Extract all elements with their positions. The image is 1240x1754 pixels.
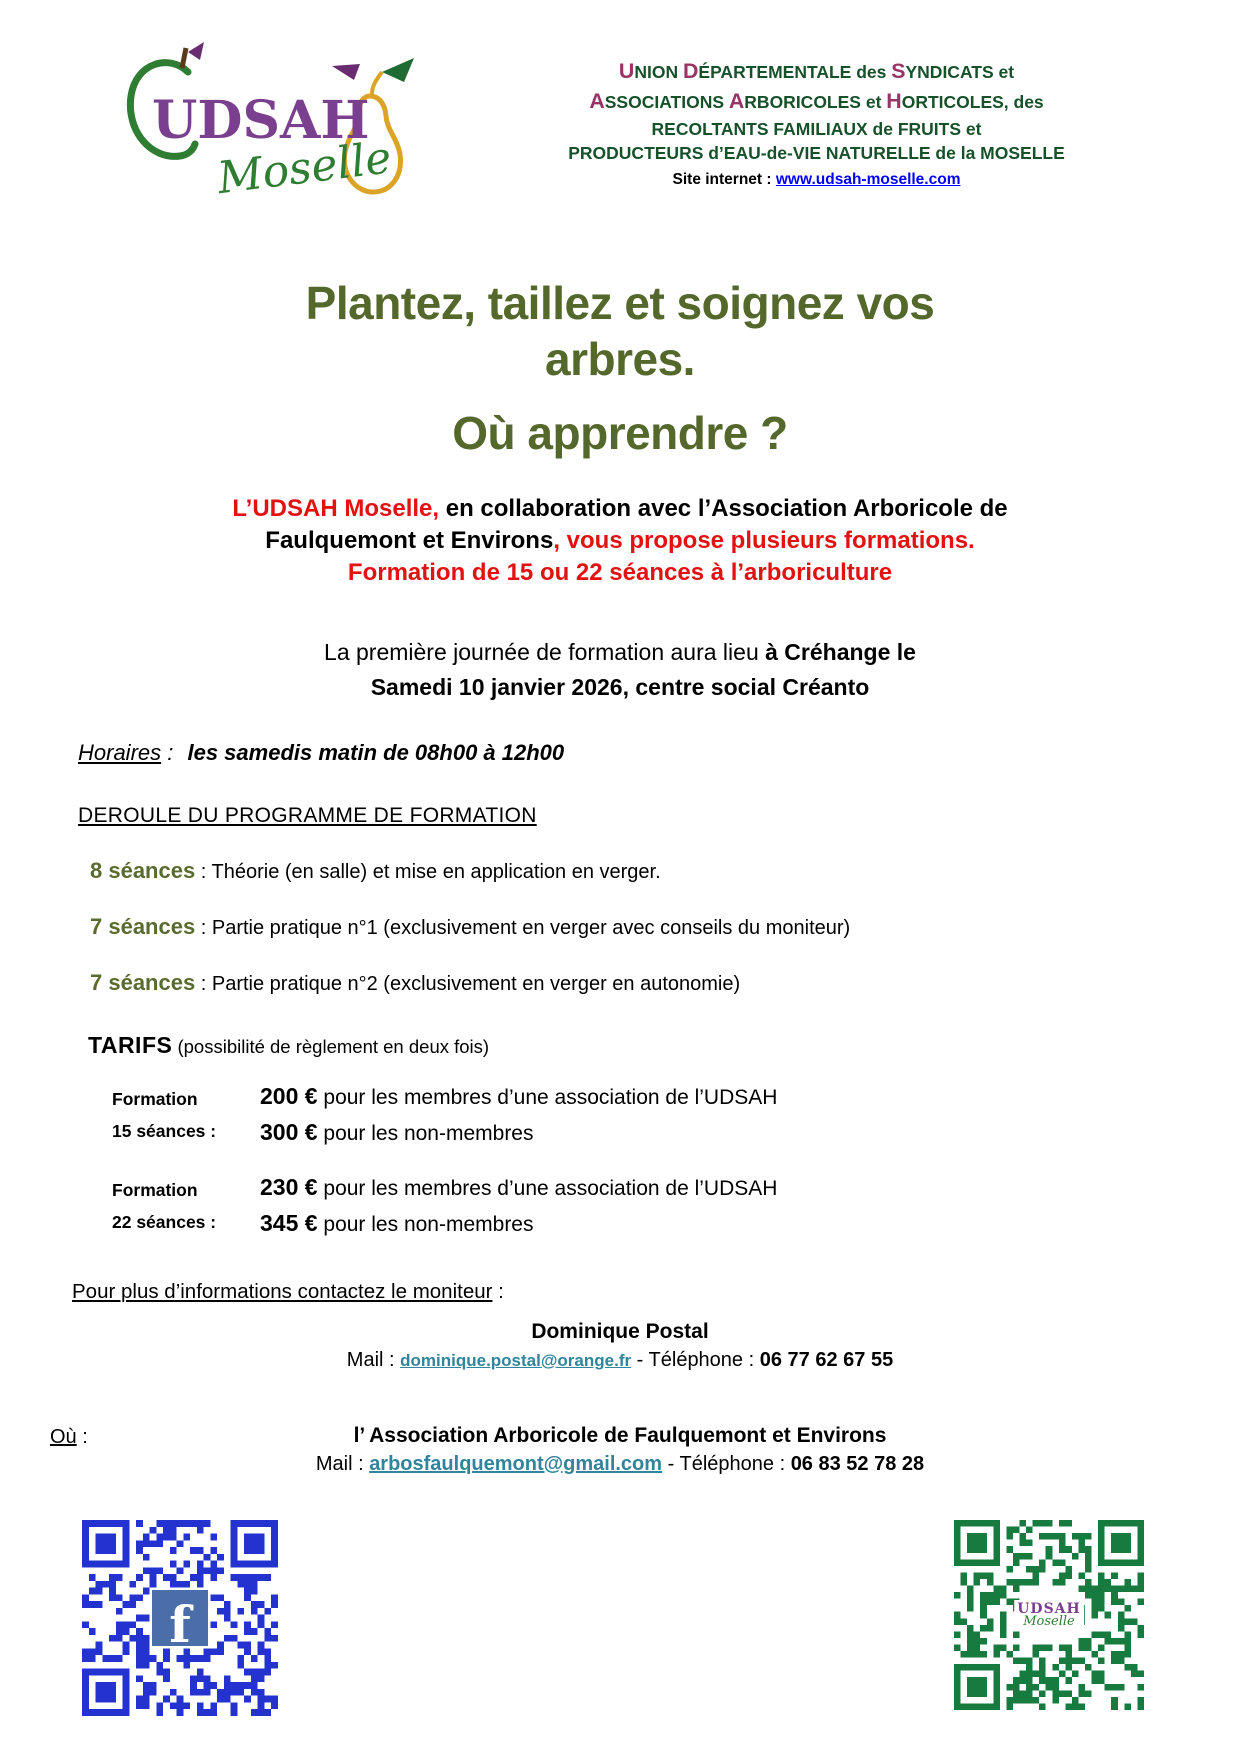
pear-stem-icon [372,72,382,94]
session-line-1: La première journée de formation aura lieu à Créhange le [324,639,916,666]
title-line-2: arbres. [545,333,695,386]
org-line-3: RECOLTANTS FAMILIAUX de FRUITS et [651,118,982,139]
org-initial: U [618,59,635,83]
udsah-logo-graphic [118,40,418,200]
phone-label: Téléphone : [648,1348,760,1371]
tarif-row: 200 € pour les membres d’une association de l’UDSAH [260,1083,778,1110]
price: 345 € [260,1209,318,1236]
seance-desc: Théorie (en salle) et mise en application en verger. [211,861,661,884]
apple-leaf-icon [188,42,204,60]
tarifs-heading-line [88,1032,1240,1059]
org-initial: S [891,59,906,83]
title-line-1: Plantez, taillez et soignez vos [305,277,935,329]
tarif-label: Formation 15 séances : [112,1089,217,1141]
seance-desc: Partie pratique n°2 (exclusivement en verger en autonomie) [211,973,741,996]
org-line-2: ASSOCIATIONS ARBORICOLES et HORTICOLES, des [589,89,1044,114]
site-label: Site internet : [672,171,776,189]
price: 230 € [260,1174,318,1201]
horaires-value: les samedis matin de 08h00 à 12h00 [187,740,565,766]
seance-count: 7 séances [90,914,196,940]
pear-leaf-purple-icon [332,64,360,80]
tarif-option-22 [112,1170,1240,1241]
tarif-rows [260,1079,777,1150]
udsah-mini-logo: UDSAH Moselle [1014,1600,1084,1630]
first-session-info [0,635,1240,704]
program-item: 8 séances : Théorie (en salle) et mise en application en verger. [90,858,661,884]
logo-title: UDSAH [152,90,370,151]
org-initial: D [682,59,699,83]
horaires-label: Horaires [78,740,162,766]
price: 300 € [260,1118,318,1145]
phone-number: 06 83 52 78 28 [790,1452,925,1475]
horaires-line: Horaires : les samedis matin de 08h00 à 12h00 [78,740,565,766]
session-line-2: Samedi 10 janvier 2026, centre social Créanto [370,673,870,700]
pear-leaf-green-icon [382,58,414,82]
intro-paragraph [0,493,1240,589]
header [0,0,1240,205]
tarif-rows [260,1170,777,1241]
logo-subtitle: Moselle [214,132,395,200]
seance-desc: Partie pratique n°1 (exclusivement en verger avec conseils du moniteur) [211,917,851,940]
org-initial: A [589,89,605,114]
price: 200 € [260,1083,318,1110]
site-line [448,169,1185,191]
program-heading: DEROULE DU PROGRAMME DE FORMATION [78,804,537,828]
where-mail-line: Mail : arbosfaulquemont@gmail.com - Téléphone : 06 83 52 78 28 [315,1452,925,1475]
org-initial: A [728,89,745,114]
tarif-label: Formation 22 séances : [112,1180,217,1232]
tarif-row: 345 € pour les non-membres [260,1209,534,1236]
page-title [0,275,1240,461]
phone-number: 06 77 62 67 55 [759,1348,894,1371]
qr-code-facebook [82,1520,278,1716]
program-item: 7 séances : Partie pratique n°1 (exclusivement en verger avec conseils du moniteur) [90,914,851,940]
mail-label: Mail : [346,1348,401,1371]
mail-label: Mail : [315,1452,370,1475]
website-link[interactable]: www.udsah-moselle.com [775,171,961,189]
intro-line-2: Faulquemont et Environs, vous propose plusieurs formations. [265,527,975,555]
intro-line-3: Formation de 15 ou 22 séances à l’arboriculture [347,559,893,587]
apple-stem-icon [182,48,186,68]
title-line-3: Où apprendre ? [452,407,788,460]
contact-name: Dominique Postal [531,1319,709,1343]
org-line-1: UNION DÉPARTEMENTALE des SYNDICATS et [618,59,1015,83]
tarif-option-15 [112,1079,1240,1150]
where-section [0,1424,1240,1448]
seance-count: 8 séances [90,858,196,884]
email-link[interactable]: dominique.postal@orange.fr [400,1350,632,1370]
program-item: 7 séances : Partie pratique n°2 (exclusivement en verger en autonomie) [90,970,741,996]
email-link[interactable]: arbosfaulquemont@gmail.com [369,1452,663,1475]
tarifs-heading: TARIFS [88,1032,173,1059]
seance-count: 7 séances [90,970,196,996]
intro-line-1: L’UDSAH Moselle, en collaboration avec l’Association Arboricole de [232,495,1008,523]
udsah-logo [118,40,418,205]
tarifs-note: (possibilité de règlement en deux fois) [172,1036,490,1058]
facebook-icon: f [152,1590,208,1646]
phone-label: Téléphone : [679,1452,791,1475]
qr-row [82,1520,1144,1716]
contact-mail-line: Mail : dominique.postal@orange.fr - Téléphone : 06 77 62 67 55 [346,1348,894,1371]
where-label: Où : [50,1425,88,1448]
organization-header [418,56,1185,191]
tarif-row: 300 € pour les non-membres [260,1118,534,1145]
contact-heading: Pour plus d’informations contactez le moniteur : [72,1279,504,1303]
where-name: l’ Association Arboricole de Faulquemont et Environs [353,1423,887,1447]
org-line-4: PRODUCTEURS d’EAU-de-VIE NATURELLE de la MOSELLE [568,143,1065,164]
tarif-row: 230 € pour les membres d’une association de l’UDSAH [260,1174,778,1201]
qr-code-udsah [954,1520,1144,1710]
org-initial: H [886,89,902,114]
